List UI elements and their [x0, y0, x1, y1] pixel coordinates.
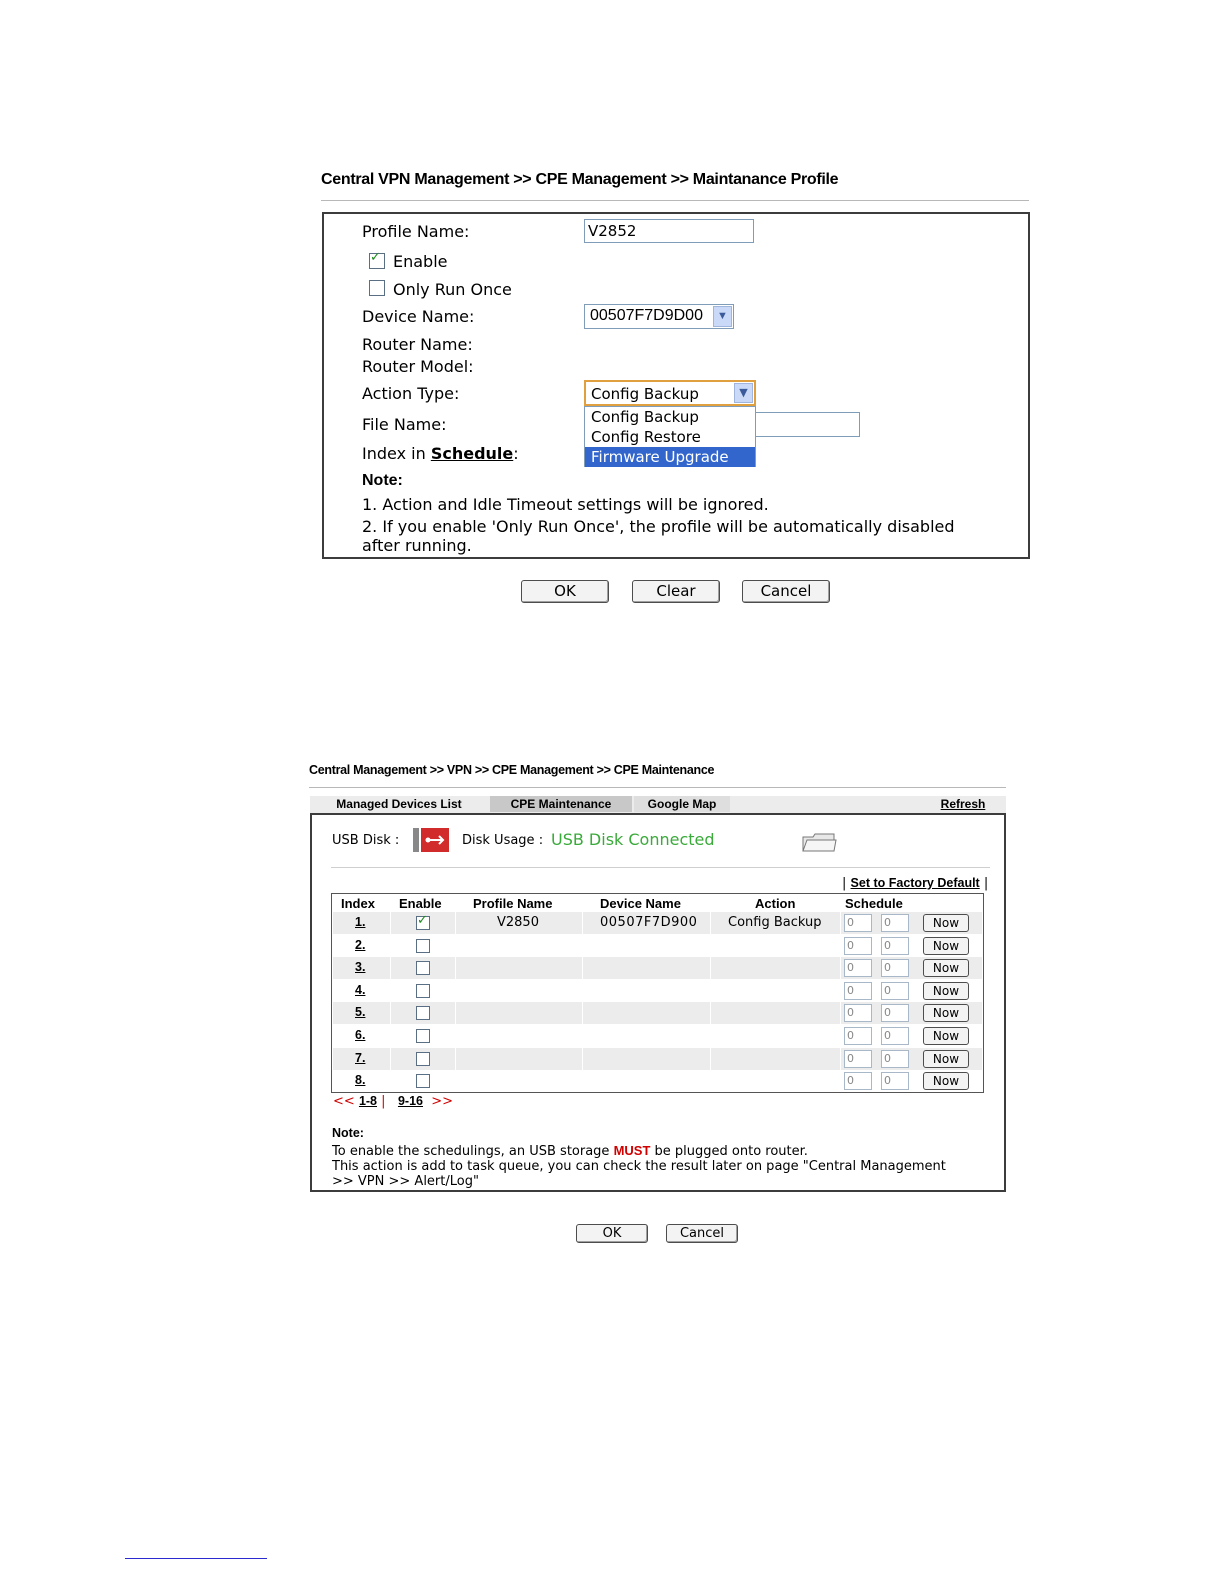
row-schedule-2-input[interactable]: 0	[881, 1072, 909, 1090]
row-action: Config Backup	[728, 915, 822, 930]
pager-next[interactable]: >>	[431, 1094, 454, 1109]
note-usb-prefix: To enable the schedulings, an USB storage	[332, 1144, 614, 1159]
row-enable-checkbox[interactable]	[416, 916, 430, 930]
ok-button-2[interactable]: OK	[576, 1224, 648, 1243]
column-divider	[390, 912, 391, 1092]
row-index-link[interactable]: 4.	[355, 983, 366, 997]
clear-button[interactable]: Clear	[632, 580, 720, 603]
row-now-button[interactable]: Now	[923, 1072, 969, 1090]
device-name-value: 00507F7D9D00	[590, 307, 703, 324]
row-index-link[interactable]: 6.	[355, 1028, 366, 1042]
tab-cpe-maintenance[interactable]: CPE Maintenance	[490, 796, 632, 812]
action-type-value: Config Backup	[591, 385, 699, 403]
row-schedule-1-input[interactable]: 0	[844, 937, 872, 955]
row-now-button[interactable]: Now	[923, 959, 969, 977]
note-line-queue-cont: >> VPN >> Alert/Log"	[332, 1174, 479, 1189]
device-name-select[interactable]	[584, 304, 734, 329]
pager-page-9-16[interactable]: 9-16	[397, 1094, 423, 1108]
action-type-label: Action Type:	[362, 384, 460, 403]
index-label-prefix: Index in	[362, 444, 431, 463]
row-now-button[interactable]: Now	[923, 1004, 969, 1022]
ok-button[interactable]: OK	[521, 580, 609, 603]
pager-separator: |	[381, 1094, 386, 1109]
row-index-link[interactable]: 5.	[355, 1005, 366, 1019]
pager-page-1-8[interactable]: 1-8	[358, 1094, 378, 1108]
row-enable-checkbox[interactable]	[416, 1052, 430, 1066]
row-enable-checkbox[interactable]	[416, 961, 430, 975]
only-run-once-label: Only Run Once	[393, 280, 512, 299]
chevron-down-icon: ▼	[734, 383, 753, 403]
footnote-rule	[125, 1558, 267, 1559]
action-type-dropdown	[584, 406, 756, 467]
note-title: Note:	[362, 472, 403, 489]
chevron-down-icon: ▼	[713, 306, 732, 327]
column-divider	[582, 912, 583, 1092]
header-device-name: Device Name	[600, 896, 681, 911]
profile-name-label: Profile Name:	[362, 222, 470, 241]
row-schedule-2-input[interactable]: 0	[881, 959, 909, 977]
title-divider-2	[309, 787, 1006, 788]
row-now-button[interactable]: Now	[923, 982, 969, 1000]
cancel-button-2[interactable]: Cancel	[666, 1224, 738, 1243]
cancel-button[interactable]: Cancel	[742, 580, 830, 603]
header-schedule: Schedule	[845, 896, 903, 911]
row-schedule-1-input[interactable]: 0	[844, 982, 872, 1000]
row-schedule-2-input[interactable]: 0	[881, 982, 909, 1000]
note-line-usb	[332, 1143, 808, 1159]
row-schedule-1-input[interactable]: 0	[844, 1004, 872, 1022]
usb-disk-label: USB Disk :	[332, 833, 400, 848]
page-title-cpe-maintenance: Central Management >> VPN >> CPE Management >> CPE Maintenance	[309, 763, 715, 777]
disk-status: USB Disk Connected	[551, 830, 715, 849]
file-name-input[interactable]	[754, 412, 860, 437]
folder-icon[interactable]	[801, 831, 837, 853]
pipe-right: |	[983, 876, 989, 891]
title-divider	[321, 200, 1029, 201]
row-index-link[interactable]: 8.	[355, 1073, 366, 1087]
note-usb-suffix: be plugged onto router.	[650, 1144, 808, 1159]
device-name-label: Device Name:	[362, 307, 475, 326]
note-line-1: 1. Action and Idle Timeout settings will be ignored.	[362, 495, 769, 514]
action-type-select[interactable]	[584, 380, 756, 406]
enable-checkbox[interactable]	[369, 253, 385, 269]
row-index-link[interactable]: 1.	[355, 915, 366, 929]
header-action: Action	[755, 896, 796, 911]
router-model-label: Router Model:	[362, 357, 474, 376]
row-index-link[interactable]: 2.	[355, 938, 366, 952]
row-schedule-1-input[interactable]: 0	[844, 1072, 872, 1090]
row-schedule-2-input[interactable]: 0	[881, 1050, 909, 1068]
factory-default-row	[842, 876, 988, 891]
pipe-left: |	[842, 876, 847, 891]
usb-icon	[413, 828, 449, 852]
header-index: Index	[341, 896, 375, 911]
row-device-name: 00507F7D900	[600, 915, 698, 930]
enable-label: Enable	[393, 252, 448, 271]
row-schedule-2-input[interactable]: 0	[881, 1027, 909, 1045]
tab-managed-devices-list[interactable]: Managed Devices List	[336, 797, 462, 811]
only-run-once-checkbox[interactable]	[369, 280, 385, 296]
note-must: MUST	[613, 1143, 651, 1158]
schedule-link[interactable]: Schedule	[430, 444, 514, 463]
router-name-label: Router Name:	[362, 335, 473, 354]
note-line-2-cont: after running.	[362, 536, 472, 555]
row-enable-checkbox[interactable]	[416, 939, 430, 953]
row-enable-checkbox[interactable]	[416, 1006, 430, 1020]
header-profile-name: Profile Name	[473, 896, 553, 911]
column-divider	[840, 912, 841, 1092]
row-schedule-1-input[interactable]: 0	[844, 914, 872, 932]
row-schedule-2-input[interactable]: 0	[881, 1004, 909, 1022]
note-line-queue: This action is add to task queue, you can check the result later on page "Central Management	[332, 1159, 946, 1174]
row-enable-checkbox[interactable]	[416, 1074, 430, 1088]
option-firmware-upgrade[interactable]: Firmware Upgrade	[585, 447, 755, 467]
disk-usage-label: Disk Usage :	[462, 833, 544, 848]
row-now-button[interactable]: Now	[923, 937, 969, 955]
header-enable: Enable	[399, 896, 442, 911]
row-index-link[interactable]: 3.	[355, 960, 366, 974]
note-title-2: Note:	[332, 1126, 364, 1140]
row-enable-checkbox[interactable]	[416, 984, 430, 998]
option-config-backup[interactable]: Config Backup	[591, 408, 699, 426]
row-schedule-2-input[interactable]: 0	[881, 937, 909, 955]
index-in-schedule-label	[362, 444, 519, 463]
usb-divider	[331, 867, 990, 868]
row-enable-checkbox[interactable]	[416, 1029, 430, 1043]
column-divider	[455, 912, 456, 1092]
note-line-2: 2. If you enable 'Only Run Once', the profile will be automatically disabled	[362, 517, 955, 536]
file-name-label: File Name:	[362, 415, 447, 434]
page-title-maintenance-profile: Central VPN Management >> CPE Management >> Maintanance Profile	[321, 171, 839, 188]
pager	[333, 1094, 453, 1109]
row-schedule-1-input[interactable]: 0	[844, 959, 872, 977]
row-now-button[interactable]: Now	[923, 1027, 969, 1045]
row-profile-name: V2850	[497, 915, 539, 930]
index-label-suffix: :	[513, 444, 519, 463]
row-schedule-2-input[interactable]: 0	[881, 914, 909, 932]
row-now-button[interactable]: Now	[923, 1050, 969, 1068]
set-factory-default-link[interactable]: Set to Factory Default	[850, 876, 980, 890]
tab-google-map[interactable]: Google Map	[634, 796, 730, 812]
refresh-link[interactable]: Refresh	[940, 797, 986, 811]
row-schedule-1-input[interactable]: 0	[844, 1050, 872, 1068]
option-config-restore[interactable]: Config Restore	[591, 428, 701, 446]
column-divider	[710, 912, 711, 1092]
row-now-button[interactable]: Now	[923, 914, 969, 932]
pager-prev[interactable]: <<	[333, 1094, 355, 1109]
row-index-link[interactable]: 7.	[355, 1051, 366, 1065]
row-schedule-1-input[interactable]: 0	[844, 1027, 872, 1045]
profile-name-input[interactable]: V2852	[584, 219, 754, 243]
